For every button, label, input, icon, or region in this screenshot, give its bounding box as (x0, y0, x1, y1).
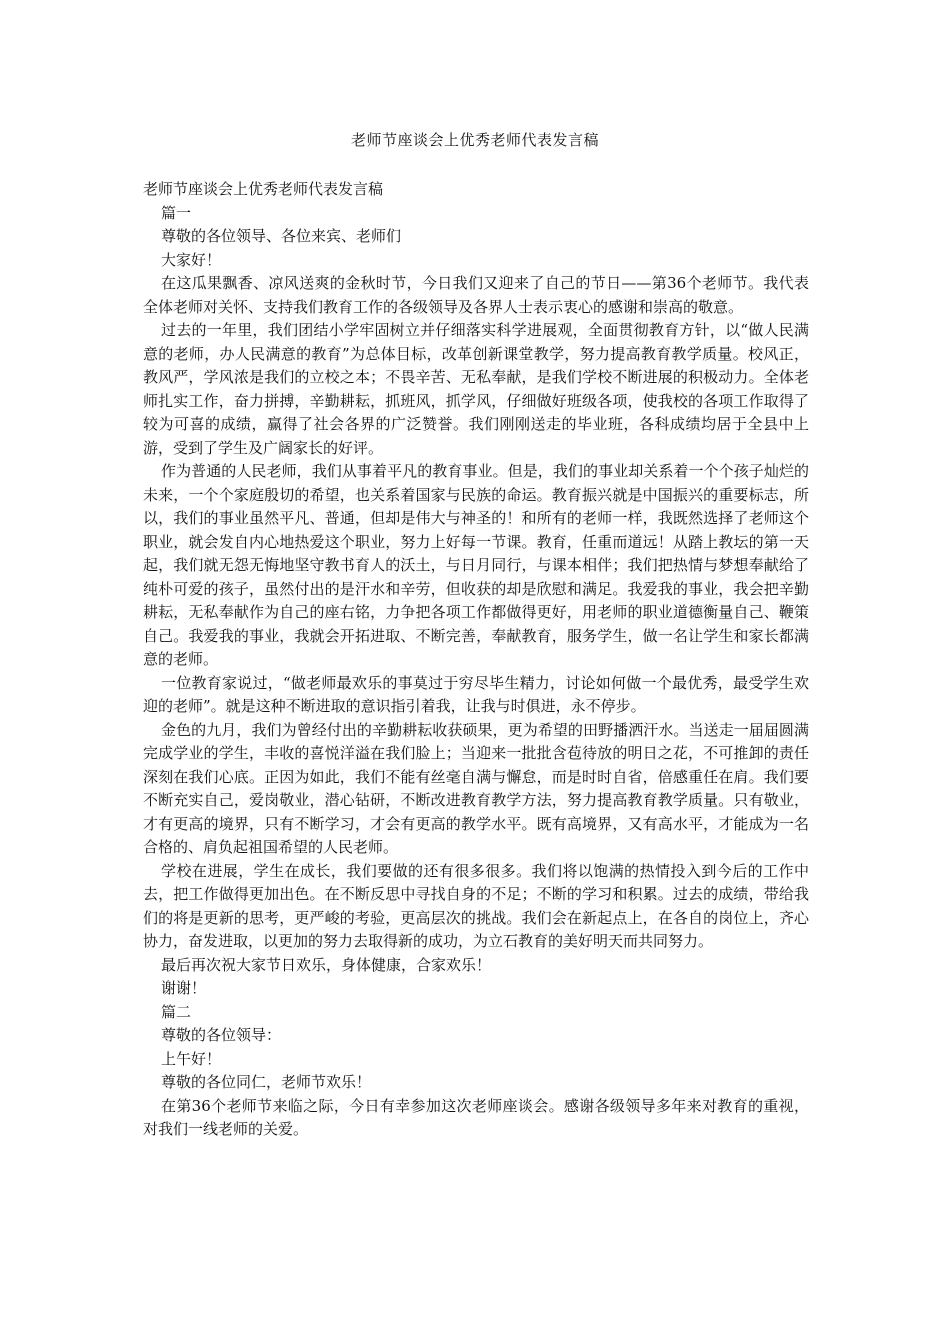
paragraph: 老师节座谈会上优秀老师代表发言稿 (143, 180, 384, 198)
paragraph: 在这瓜果飘香、凉风送爽的金秋时节，今日我们又迎来了自己的节日——第36个老师节。我代表全体老师对关怀、支持我们教育工作的各级领导及各界人士表示衷心的感谢和崇高的敬意。 (143, 274, 809, 316)
paragraph: 大家好！ (161, 250, 222, 269)
paragraph: 谢谢！ (161, 979, 207, 997)
paragraph: 过去的一年里，我们团结小学牢固树立并仔细落实科学进展观，全面贯彻教育方针，以“做人民满意的老师，办人民满意的教育”为总体目标，改革创新课堂教学，努力提高教育教学质量。校风正，教风严，学风浓是我们的立校之本；不畏辛苦、无私奉献，是我们学校不断进展的积极动力。全体老师扎实工作，奋力拼搏，辛勤耕耘，抓班风，抓学风，仔细做好班级各项，使我校的各项工作取得了较为可喜的成绩，赢得了社会各界的广泛赞誉。我们刚刚送走的毕业班，各科成绩均居于全县中上游，受到了学生及广阔家长的好评。 (143, 321, 809, 457)
document-body (143, 178, 809, 1142)
paragraph: 一位教育家说过，“做老师最欢乐的事莫过于穷尽毕生精力，讨论如何做一个最优秀，最受学生欢迎的老师”。就是这种不断进取的意识指引着我，让我与时俱进，永不停步。 (143, 673, 809, 715)
paragraph: 学校在进展，学生在成长，我们要做的还有很多很多。我们将以饱满的热情投入到今后的工作中去，把工作做得更加出色。在不断反思中寻找自身的不足；不断的学习和积累。过去的成绩，带给我们的将是更新的思考，更严峻的考验，更高层次的挑战。我们会在新起点上，在各自的岗位上，齐心协力，奋发进取，以更加的努力去取得新的成功，为立石教育的美好明天而共同努力。 (143, 861, 809, 950)
paragraph: 尊敬的各位同仁，老师节欢乐！ (161, 1073, 372, 1091)
paragraph: 在第36个老师节来临之际，今日有幸参加这次老师座谈会。感谢各级领导多年来对教育的重视，对我们一线老师的关爱。 (143, 1096, 809, 1138)
paragraph: 尊敬的各位领导： (161, 1026, 282, 1044)
paragraph: 篇二 (161, 1002, 192, 1021)
paragraph: 最后再次祝大家节日欢乐，身体健康，合家欢乐！ (161, 955, 492, 974)
paragraph: 金色的九月，我们为曾经付出的辛勤耕耘收获硕果，更为希望的田野播洒汗水。当送走一届届圆满完成学业的学生，丰收的喜悦洋溢在我们脸上；当迎来一批批含苞待放的明日之花，不可推卸的责任深刻在我们心底。正因为如此，我们不能有丝毫自满与懈怠，而是时时自省，倍感重任在肩。我们要不断充实自己，爱岗敬业，潜心钻研，不断改进教育教学方法，努力提高教育教学质量。只有敬业，才有更高的境界，只有不断学习，才会有更高的教学水平。既有高境界，又有高水平，才能成为一名合格的、肩负起祖国希望的人民老师。 (143, 720, 809, 856)
document-title: 老师节座谈会上优秀老师代表发言稿 (350, 131, 599, 149)
paragraph: 作为普通的人民老师，我们从事着平凡的教育事业。但是，我们的事业却关系着一个个孩子灿烂的未来，一个个家庭殷切的希望，也关系着国家与民族的命运。教育振兴就是中国振兴的重要标志，所以，我们的事业虽然平凡、普通，但却是伟大与神圣的！和所有的老师一样，我既然选择了老师这个职业，就会发自内心地热爱这个职业，努力上好每一节课。教育，任重而道远！从踏上教坛的第一天起，我们就无怨无悔地坚守教书育人的沃土，与日月同行，与课本相伴；我们把热情与梦想奉献给了纯朴可爱的孩子，虽然付出的是汗水和辛劳，但收获的却是欣慰和满足。我爱我的事业，我会把辛勤耕耘，无私奉献作为自己的座右铭，力争把各项工作都做得更好，用老师的职业道德衡量自己、鞭策自己。我爱我的事业，我就会开拓进取、不断完善，奉献教育，服务学生，做一名让学生和家长都满意的老师。 (143, 462, 809, 668)
paragraph: 尊敬的各位领导、各位来宾、老师们 (161, 227, 402, 245)
paragraph: 上午好！ (161, 1049, 222, 1068)
paragraph: 篇一 (161, 203, 192, 222)
